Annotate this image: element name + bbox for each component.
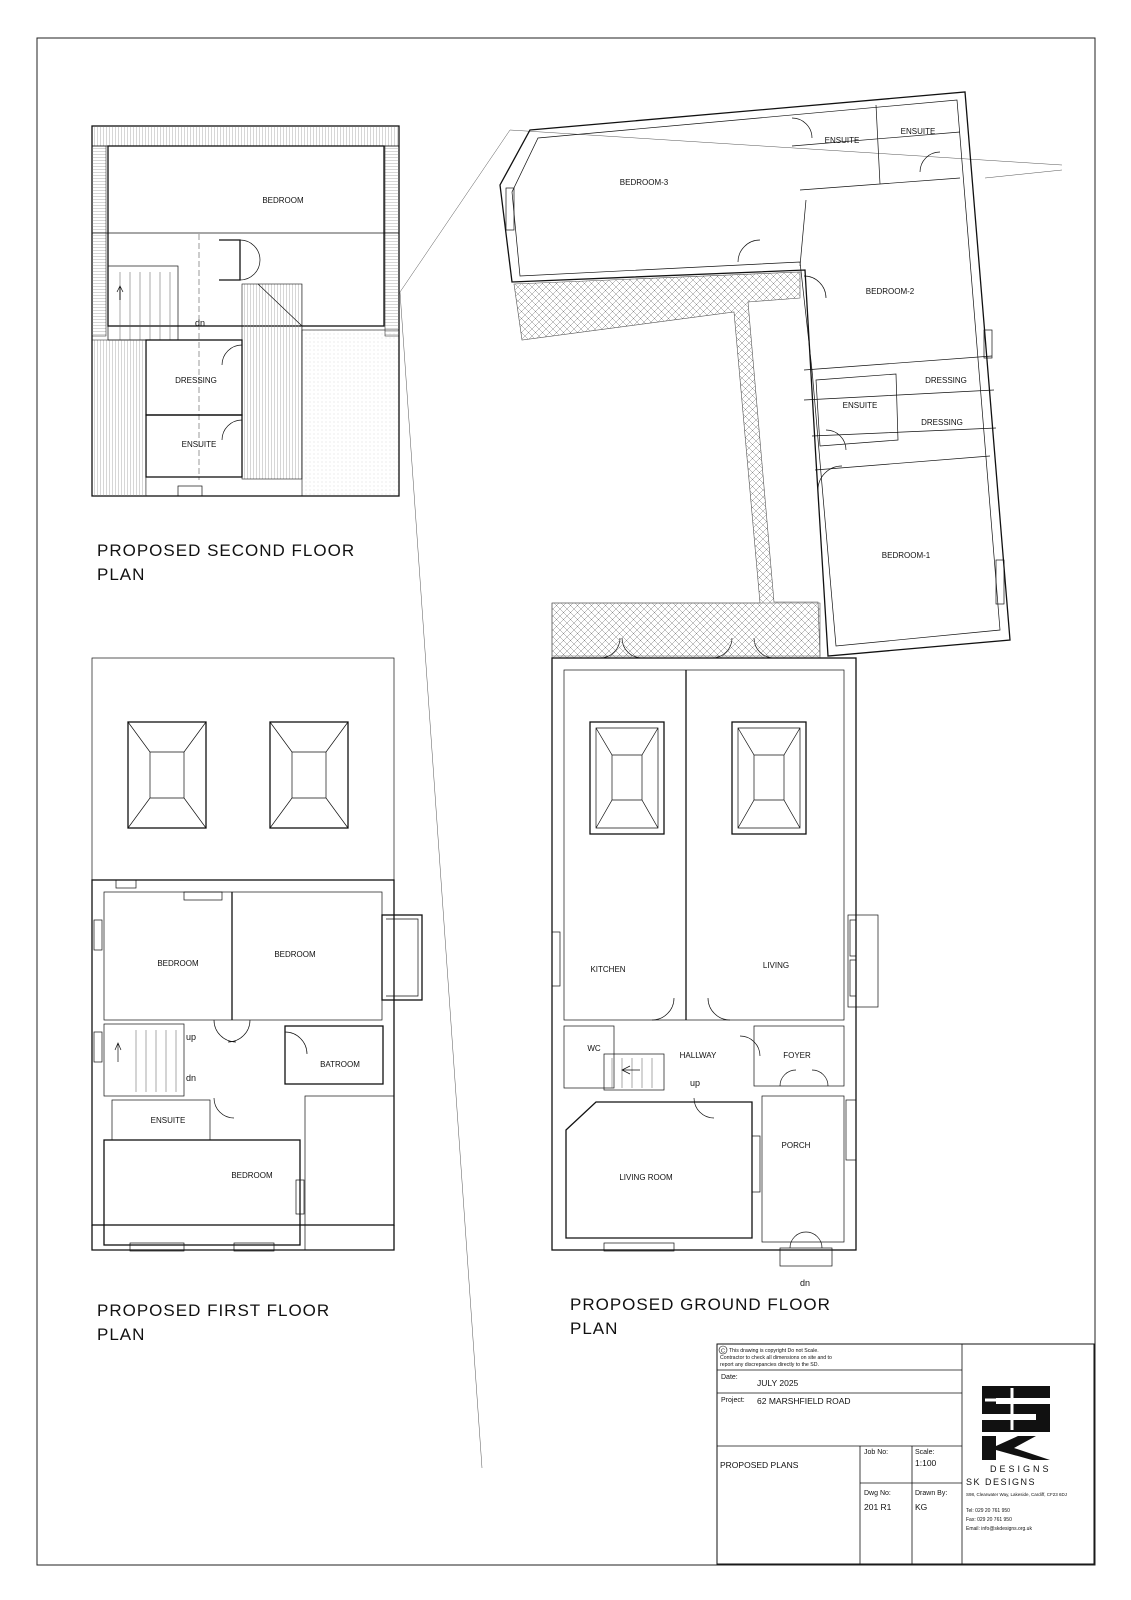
second-floor-plan: [92, 126, 399, 496]
room-label-bedroom-c: BEDROOM: [231, 1171, 273, 1180]
date-value: JULY 2025: [757, 1378, 799, 1388]
second-floor-title-line2: PLAN: [97, 565, 146, 584]
room-label-ensuite: ENSUITE: [150, 1116, 186, 1125]
logo-tagline: DESIGNS: [990, 1464, 1052, 1474]
room-label-bedroom-2: BEDROOM-2: [865, 287, 915, 296]
date-label: Date:: [721, 1374, 738, 1381]
company-fax: Fax: 029 20 761 950: [966, 1517, 1012, 1523]
ground-floor-title-line2: PLAN: [570, 1319, 619, 1338]
room-label-dressing-b: DRESSING: [921, 418, 963, 427]
company-tel: Tel: 029 20 761 950: [966, 1508, 1010, 1514]
room-label-bedroom-1: BEDROOM-1: [881, 551, 931, 560]
project-value: 62 MARSHFIELD ROAD: [757, 1396, 851, 1406]
stair-down-label: dn: [195, 318, 206, 328]
sk-designs-logo-icon: [982, 1386, 1050, 1460]
dwg-no-value: 201 R1: [864, 1502, 892, 1512]
first-floor-title: PROPOSED FIRST FLOOR: [97, 1301, 331, 1320]
ground-floor-plan: [552, 603, 878, 1288]
projection-line: [400, 130, 510, 292]
room-label-wc: WC: [587, 1044, 601, 1053]
room-label-porch: PORCH: [781, 1141, 811, 1150]
room-label-foyer: FOYER: [783, 1051, 811, 1060]
copyright-text-3: report any discrepancies directly to the SD.: [720, 1362, 819, 1368]
room-label-ensuite-b: ENSUITE: [900, 127, 936, 136]
room-label-bedroom-3: BEDROOM-3: [619, 178, 669, 187]
room-label-bathroom: BATROOM: [320, 1060, 360, 1069]
scale-label: Scale:: [915, 1449, 935, 1456]
room-label-ensuite-a: ENSUITE: [824, 136, 860, 145]
copyright-text-2: Contractor to check all dimensions on site and to: [720, 1355, 832, 1361]
room-label-bedroom-b: BEDROOM: [274, 950, 316, 959]
stair-down-label: dn: [186, 1073, 197, 1083]
copyright-symbol: C: [721, 1348, 725, 1355]
dwg-no-label: Dwg No:: [864, 1490, 891, 1497]
projection-line: [400, 292, 482, 1468]
first-floor-title-line2: PLAN: [97, 1325, 146, 1344]
room-label-dressing-a: DRESSING: [925, 376, 967, 385]
drawn-by-label: Drawn By:: [915, 1490, 948, 1497]
job-no-label: Job No:: [864, 1449, 889, 1456]
stair-up-label: up: [690, 1078, 701, 1088]
project-label: Project:: [721, 1397, 745, 1404]
drawing-title: PROPOSED PLANS: [720, 1460, 799, 1470]
company-address: S98, Clearwater Way, Lakeside, Cardiff, CF23 6DJ: [966, 1492, 1067, 1497]
drawn-by-value: KG: [915, 1502, 928, 1512]
entry-down-label: dn: [800, 1278, 811, 1288]
company-name: SK DESIGNS: [966, 1477, 1037, 1487]
room-label-ensuite: ENSUITE: [181, 440, 217, 449]
room-label-living-room: LIVING ROOM: [619, 1173, 673, 1182]
room-label-bedroom: BEDROOM: [262, 196, 304, 205]
second-floor-title: PROPOSED SECOND FLOOR: [97, 541, 356, 560]
stair-up-label: up: [186, 1032, 197, 1042]
room-label-living: LIVING: [762, 961, 790, 970]
room-label-ensuite-c: ENSUITE: [842, 401, 878, 410]
sheet-border: [37, 38, 1095, 1565]
room-label-hallway: HALLWAY: [679, 1051, 717, 1060]
first-floor-plan: [92, 658, 422, 1251]
projection-line: [510, 130, 1062, 165]
annex-plan: [500, 92, 1010, 662]
title-block: [717, 1344, 1094, 1564]
room-label-dressing: DRESSING: [175, 376, 217, 385]
copyright-text-1: This drawing is copyright Do not Scale.: [729, 1348, 819, 1354]
company-email: Email: info@skdesigns.org.uk: [966, 1526, 1032, 1532]
ground-floor-title: PROPOSED GROUND FLOOR: [570, 1295, 831, 1314]
room-label-kitchen: KITCHEN: [590, 965, 626, 974]
scale-value: 1:100: [915, 1458, 937, 1468]
room-label-bedroom-a: BEDROOM: [157, 959, 199, 968]
projection-line: [985, 170, 1062, 178]
